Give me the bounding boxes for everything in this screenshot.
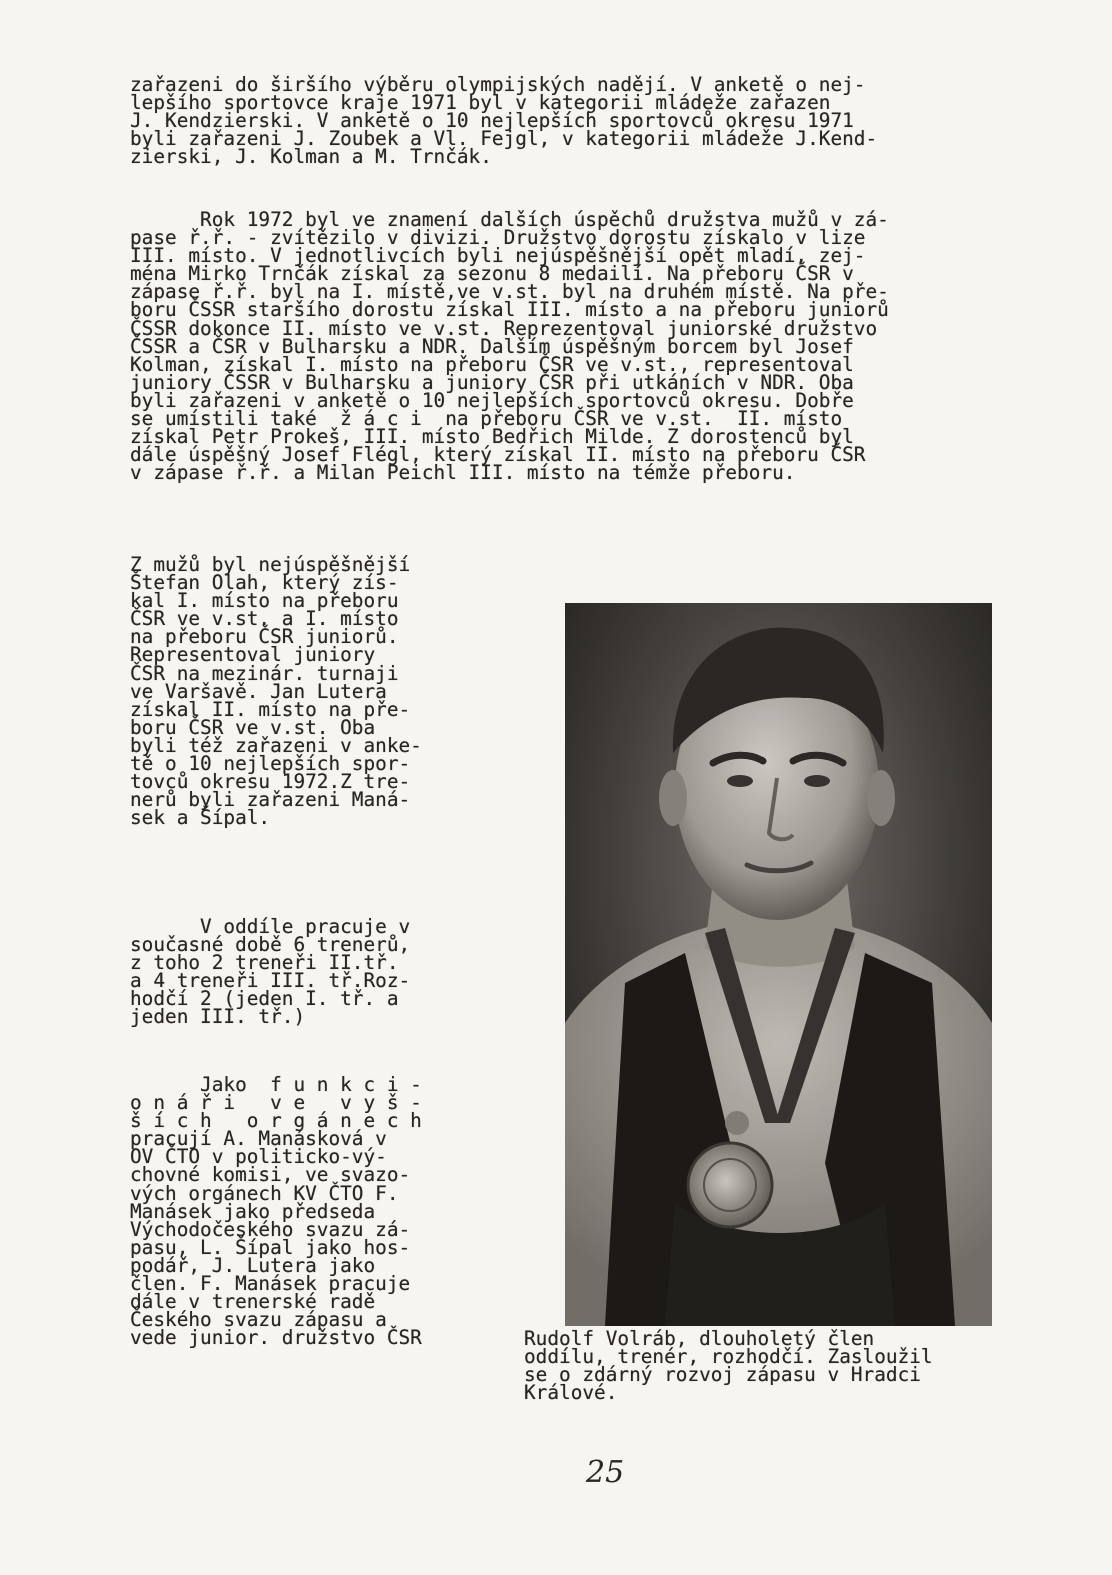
text-line: Jako f u n k c i - <box>130 1073 422 1096</box>
text-line: Českého svazu zápasu a <box>130 1308 387 1332</box>
text-line: pasu, L. Šípal jako hos- <box>130 1235 411 1259</box>
wrestler-portrait-photo <box>565 603 992 1326</box>
text-line: se umístili také ž á c i na přeboru ČSR ve v.st. II. místo <box>130 407 843 431</box>
trainers-paragraph <box>130 915 510 1029</box>
text-line: ČSSR a ČSR v Bulharsku a NDR. Dalším úspěšným borcem byl Josef <box>130 334 854 358</box>
text-line: zierski, J. Kolman a M. Trnčák. <box>130 145 492 169</box>
left-column-paragraph <box>130 553 510 830</box>
text-line: dále úspěšný Josef Flégl, který získal II. místo na přeboru ČSR <box>130 443 866 467</box>
page-number: 25 <box>586 1455 625 1490</box>
text-line: ČSR na mezinár. turnaji <box>130 661 399 685</box>
text-line: boru ČSR ve v.st. Oba <box>130 715 376 739</box>
text-line: ve Varšavě. Jan Lutera <box>130 679 387 703</box>
functionaries-paragraph <box>130 1073 510 1350</box>
text-line: tě o 10 nejlepších spor- <box>130 752 411 776</box>
text-line: byli zařazeni J. Zoubek a Vl. Fejgl, v kategorii mládeže J.Kend- <box>130 127 878 151</box>
text-line: sek a Šípal. <box>130 806 271 830</box>
text-line: podář, J. Lutera jako <box>130 1253 376 1277</box>
paragraph-1972 <box>130 208 1030 485</box>
text-line: jeden III. tř.) <box>130 1005 306 1029</box>
text-line: ména Mirko Trnčák získal za sezonu 8 medailí. Na přeboru ČSR v <box>130 262 854 286</box>
text-line: boru ČSSR staršího dorostu získal III. místo a na přeboru juniorů <box>130 298 889 322</box>
text-line: chovné komisi, ve svazo- <box>130 1163 411 1187</box>
text-line: Štefan Olah, který zís- <box>130 571 399 595</box>
text-line: současné době 6 trenerů, <box>130 933 411 957</box>
text-line: v zápase ř.ř. a Milan Peichl III. místo na témže přeboru. <box>130 461 796 485</box>
text-line: na přeboru ČSR juniorů. <box>130 625 399 649</box>
text-line: juniory ČSSR v Bulharsku a juniory ČSR při utkáních v NDR. Oba <box>130 370 854 394</box>
text-line: vede junior. družstvo ČSR <box>130 1326 422 1350</box>
text-line: Východočeského svazu zá- <box>130 1217 411 1241</box>
text-line: zápase ř.ř. byl na I. místě,ve v.st. byl na druhém místě. Na pře- <box>130 280 889 304</box>
text-line: Rudolf Volráb, dlouholetý člen <box>524 1327 875 1350</box>
text-line: ČSSR dokonce II. místo ve v.st. Reprezentoval juniorské družstvo <box>130 316 878 340</box>
text-line: Manásek jako předseda <box>130 1199 376 1223</box>
text-line: a 4 treneři III. tř.Roz- <box>130 969 411 993</box>
text-line: J. Kendzierski. V anketě o 10 nejlepších sportovců okresu 1971 <box>130 109 854 133</box>
text-line: byli též zařazeni v anke- <box>130 733 422 757</box>
text-line: z toho 2 treneři II.tř. <box>130 951 399 975</box>
text-line: Representoval juniory <box>130 643 376 667</box>
text-line: byli zařazeni v anketě o 10 nejlepších sportovců okresu. Dobře <box>130 388 854 412</box>
text-line: o n á ř i v e v y š - <box>130 1091 422 1115</box>
text-line: dále v trenerské radě <box>130 1290 376 1314</box>
text-line: oddílu, trenér, rozhodčí. Zasloužil <box>524 1345 933 1369</box>
text-line: člen. F. Manásek pracuje <box>130 1272 411 1296</box>
text-line: š í c h o r g á n e c h <box>130 1109 422 1133</box>
text-line: Z mužů byl nejúspěšnější <box>130 553 411 576</box>
text-line: hodčí 2 (jeden I. tř. a <box>130 987 399 1011</box>
text-line: získal II. místo na pře- <box>130 697 411 721</box>
text-line: Králové. <box>524 1381 618 1405</box>
text-line: III. místo. V jednotlivcích byli nejúspěšnější opět mladí, zej- <box>130 244 866 268</box>
text-line: kal I. místo na přeboru <box>130 589 399 613</box>
text-line: lepšího sportovce kraje 1971 byl v kategorii mládeže zařazen <box>130 91 831 115</box>
text-line: Kolman, získal I. místo na přeboru ČSR ve v.st., representoval <box>130 352 854 376</box>
photo-caption <box>524 1327 1044 1405</box>
text-line: se o zdárný rozvoj zápasu v Hradci <box>524 1363 921 1387</box>
text-line: ČSR ve v.st. a I. místo <box>130 607 399 631</box>
text-line: nerů byli zařazeni Maná- <box>130 788 411 812</box>
text-line: tovců okresu 1972.Z tre- <box>130 770 411 794</box>
text-line: pracují A. Manásková v <box>130 1127 387 1151</box>
text-line: vých orgánech KV ČTO F. <box>130 1181 399 1205</box>
top-paragraph <box>130 73 1030 169</box>
text-line: V oddíle pracuje v <box>130 915 411 938</box>
text-line: získal Petr Prokeš, III. místo Bedřich Milde. Z dorostenců byl <box>130 425 854 449</box>
text-line: OV ČTO v politicko-vý- <box>130 1145 387 1169</box>
text-line: Rok 1972 byl ve znamení dalších úspěchů družstva mužů v zá- <box>130 208 889 231</box>
text-line: zařazeni do širšího výběru olympijských nadějí. V anketě o nej- <box>130 73 866 96</box>
text-line: pase ř.ř. - zvítězilo v divizi. Družstvo dorostu získalo v lize <box>130 226 866 250</box>
